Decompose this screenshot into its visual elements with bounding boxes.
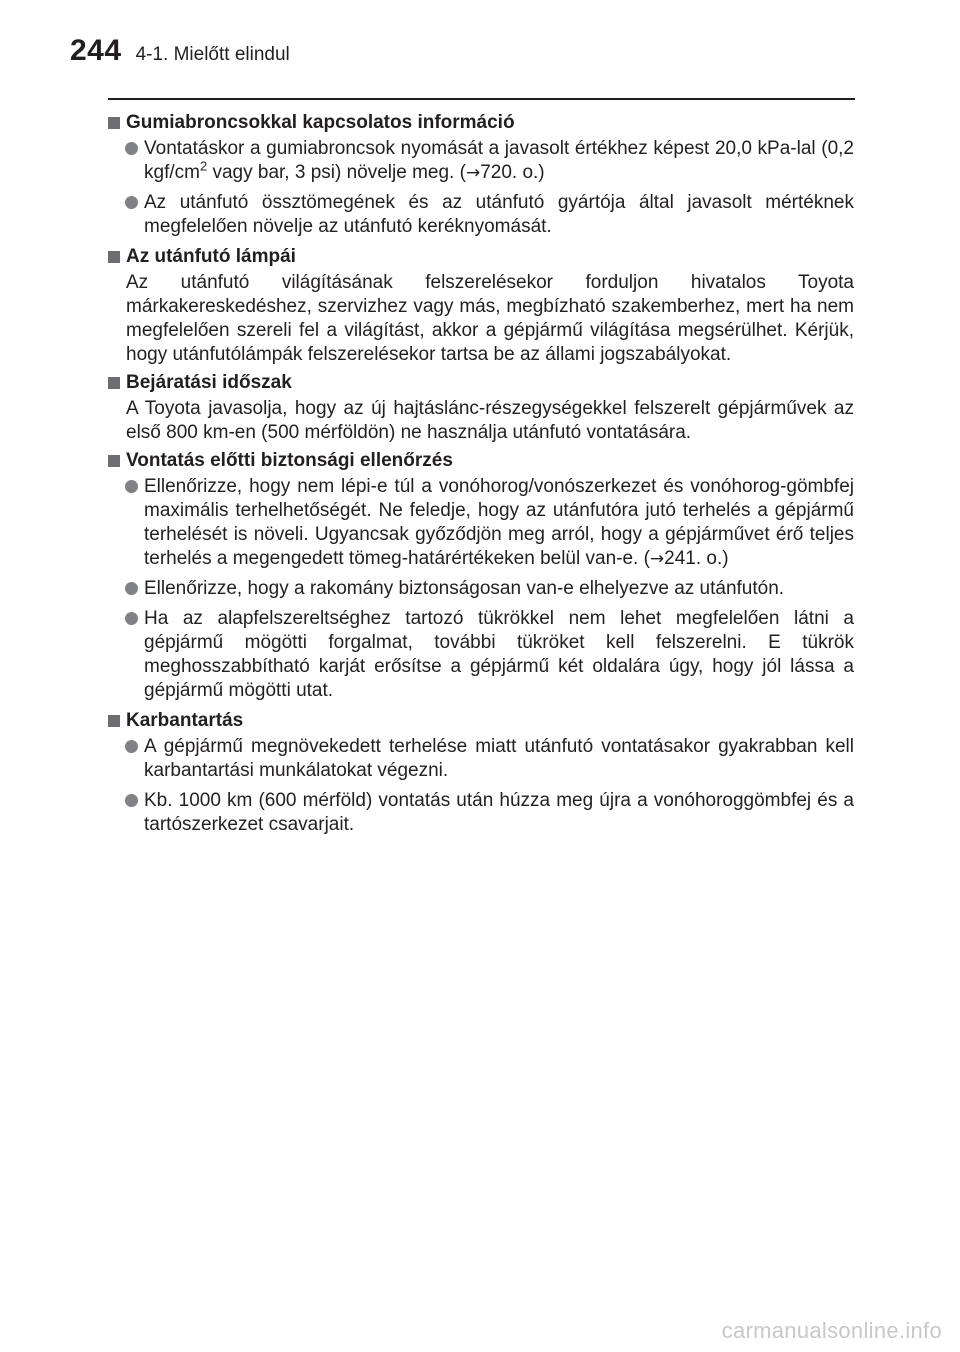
circle-bullet-icon xyxy=(125,480,138,493)
bullet-text: Ellenőrizze, hogy nem lépi-e túl a vonóhorog/vonószerkezet és vonóhorog-gömbfej maximális terhelhetőségét. Ne feledje, hogy az utánfutóra jutó terhelés a gépjármű terhelését is növeli. Ugyancsak győződjön meg arról, hogy a gépjárművet érő teljes terhelés a megengedett tömeg-határértékeken belül van-e. ( xyxy=(144,476,854,569)
heading-text: Karbantartás xyxy=(126,710,244,731)
arrow-icon: → xyxy=(465,163,481,183)
page-content xyxy=(108,107,854,843)
heading-text: Az utánfutó lámpái xyxy=(126,246,296,267)
page-number: 244 xyxy=(70,34,122,67)
page-reference-link[interactable]: 720. o.) xyxy=(480,162,545,183)
circle-bullet-icon xyxy=(125,740,138,753)
section-heading xyxy=(108,709,854,733)
list-item xyxy=(108,607,854,703)
bullet-text: A gépjármű megnövekedett terhelése miatt utánfutó vontatásakor gyakrabban kell karbantartási munkálatokat végezni. xyxy=(144,736,854,781)
bullet-text: Az utánfutó össztömegének és az utánfutó gyártója által javasolt mértéknek megfelelően növelje az utánfutó keréknyomását. xyxy=(144,192,854,237)
bullet-text: Kb. 1000 km (600 mérföld) vontatás után húzza meg újra a vonóhoroggömbfej és a tartószerkezet csavarjait. xyxy=(144,790,854,835)
arrow-icon: → xyxy=(649,549,665,569)
section-heading xyxy=(108,371,854,395)
section-heading xyxy=(108,111,854,135)
list-item xyxy=(108,475,854,571)
bullet-text: Vontatáskor a gumiabroncsok nyomását a javasolt értékhez képest 20,0 kPa-lal (0,2 kgf/cm xyxy=(144,138,854,183)
bullet-text: Ha az alapfelszereltséghez tartozó tükrökkel nem lehet megfelelően látni a gépjármű mögötti forgalmat, további tükröket kell felszerelni. E tükrök meghosszabbítható karját erősítse a gépjármű két oldalára úgy, hogy jól lássa a gépjármű mögötti utat. xyxy=(144,608,854,701)
paragraph: Az utánfutó világításának felszerelésekor forduljon hivatalos Toyota márkakereskedéshez, szervizhez vagy más, megbízható szakemberhez, mert ha nem megfelelően szereli fel a világítást, akkor a gépjármű világítása megsérülhet. Kérjük, hogy utánfutólámpák felszerelésekor tartsa be az állami jogszabályokat. xyxy=(126,272,854,365)
heading-text: Bejáratási időszak xyxy=(126,372,292,393)
list-item xyxy=(108,191,854,239)
bullet-text: Ellenőrizze, hogy a rakomány biztonságosan van-e elhelyezve az utánfutón. xyxy=(144,578,785,599)
list-item xyxy=(108,789,854,837)
list-item xyxy=(108,137,854,185)
section-heading xyxy=(108,449,854,473)
section-heading xyxy=(108,245,854,269)
chapter-title: 4-1. Mielőtt elindul xyxy=(135,44,290,65)
square-bullet-icon xyxy=(108,455,120,467)
heading-text: Gumiabroncsokkal kapcsolatos információ xyxy=(126,112,515,133)
page-reference-link[interactable]: 241. o.) xyxy=(664,548,729,569)
circle-bullet-icon xyxy=(125,142,138,155)
square-bullet-icon xyxy=(108,251,120,263)
square-bullet-icon xyxy=(108,377,120,389)
list-item xyxy=(108,735,854,783)
circle-bullet-icon xyxy=(125,794,138,807)
watermark: carmanualsonline.info xyxy=(721,1318,942,1343)
square-bullet-icon xyxy=(108,715,120,727)
bullet-text: vagy bar, 3 psi) növelje meg. ( xyxy=(207,162,466,183)
page-header xyxy=(70,34,290,68)
list-item xyxy=(108,577,854,601)
circle-bullet-icon xyxy=(125,612,138,625)
circle-bullet-icon xyxy=(125,196,138,209)
paragraph: A Toyota javasolja, hogy az új hajtáslánc-részegységekkel felszerelt gépjárművek az első 800 km-en (500 mérföldön) ne használja utánfutó vontatására. xyxy=(126,398,854,443)
heading-text: Vontatás előtti biztonsági ellenőrzés xyxy=(126,450,453,471)
circle-bullet-icon xyxy=(125,582,138,595)
superscript: 2 xyxy=(199,158,208,174)
header-rule xyxy=(108,98,855,100)
square-bullet-icon xyxy=(108,117,120,129)
